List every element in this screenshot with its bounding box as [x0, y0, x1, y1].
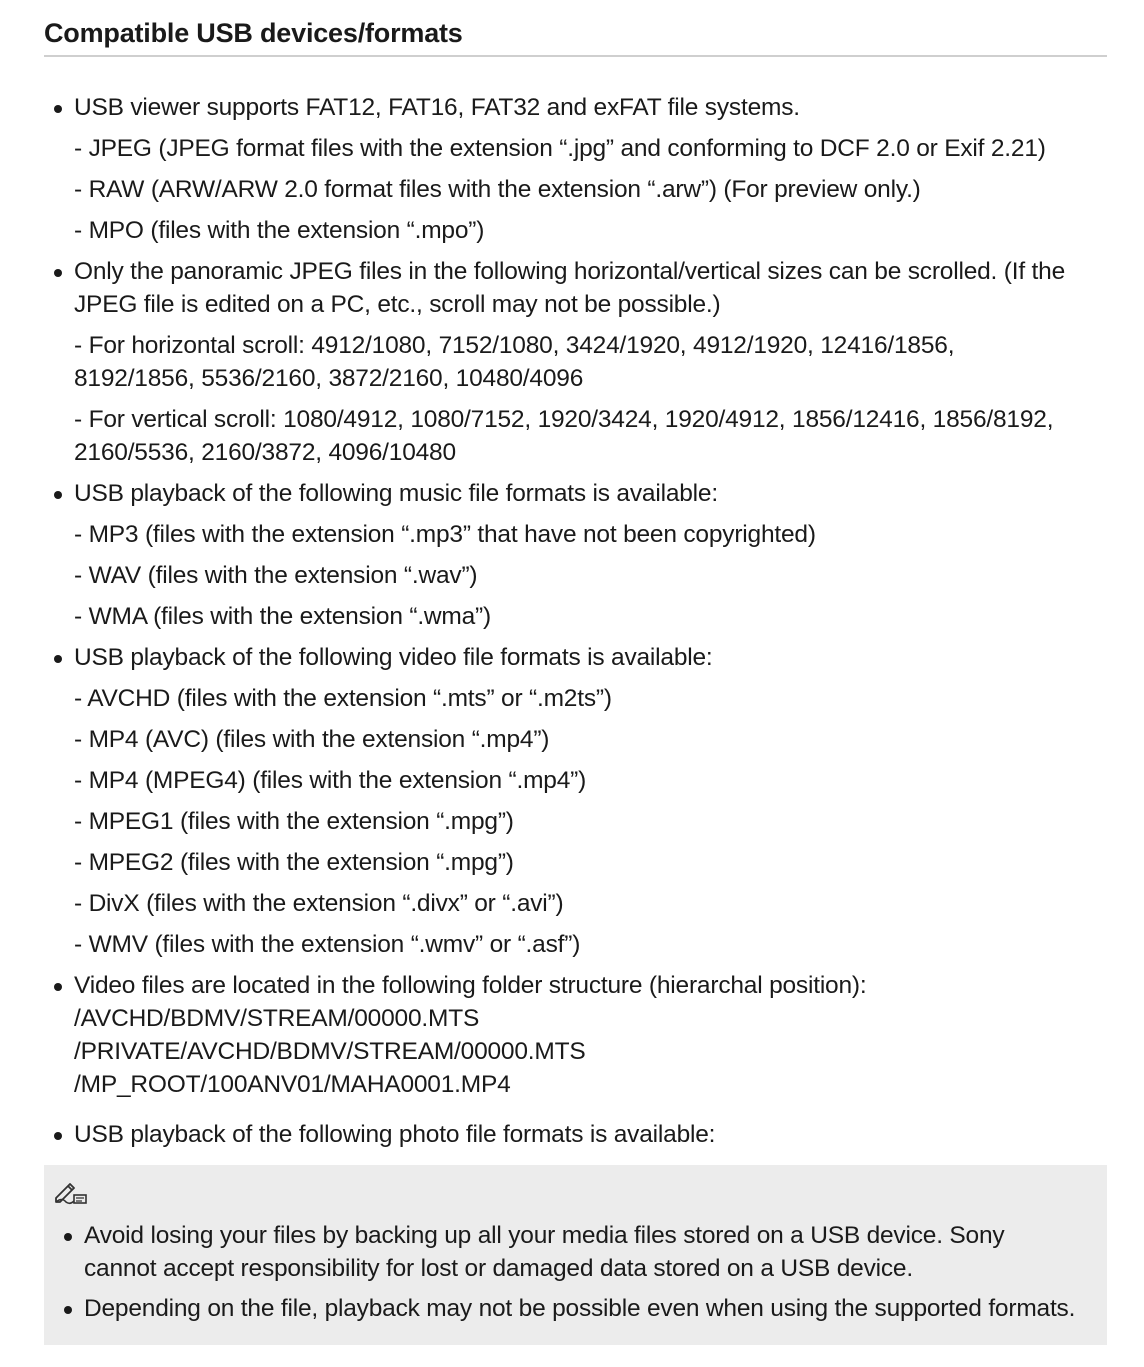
- sub-item: - RAW (ARW/ARW 2.0 format files with the extension “.arw”) (For preview only.): [74, 176, 921, 203]
- list-item-text: USB playback of the following video file formats is available:: [74, 644, 713, 671]
- content-list: [44, 91, 1107, 1151]
- note-item: [54, 1219, 1094, 1285]
- note-text: Depending on the file, playback may not be possible even when using the supported formats.: [84, 1295, 1076, 1322]
- page-title: Compatible USB devices/formats: [44, 18, 463, 48]
- list-item-text: USB playback of the following photo file formats is available:: [74, 1121, 716, 1148]
- folder-path: /PRIVATE/AVCHD/BDMV/STREAM/00000.MTS: [74, 1038, 586, 1065]
- sub-item: - For horizontal scroll: 4912/1080, 7152/1080, 3424/1920, 4912/1920, 12416/1856,: [74, 332, 955, 359]
- sub-item: - JPEG (JPEG format files with the extension “.jpg” and conforming to DCF 2.0 or Exif 2.21): [74, 135, 1046, 162]
- sub-item: - WMA (files with the extension “.wma”): [74, 603, 491, 630]
- list-item-text: JPEG file is edited on a PC, etc., scroll may not be possible.): [74, 291, 721, 318]
- list-item-text: USB viewer supports FAT12, FAT16, FAT32 and exFAT file systems.: [74, 94, 800, 121]
- list-item-video-formats: [44, 641, 1107, 961]
- bullet-dot: [54, 655, 62, 663]
- list-item-music-formats: [44, 477, 1107, 633]
- bullet-dot: [54, 105, 62, 113]
- bullet-dot: [54, 269, 62, 277]
- list-item-panoramic: [44, 255, 1107, 469]
- document-page: [44, 0, 1107, 1151]
- pencil-note-icon: [54, 1183, 88, 1205]
- sub-item: - WMV (files with the extension “.wmv” or “.asf”): [74, 931, 581, 958]
- title-divider: [44, 55, 1107, 57]
- list-item-text: Video files are located in the following folder structure (hierarchal position):: [74, 972, 867, 999]
- sub-item: - WAV (files with the extension “.wav”): [74, 562, 478, 589]
- sub-item: 8192/1856, 5536/2160, 3872/2160, 10480/4096: [74, 365, 584, 392]
- bullet-dot: [64, 1306, 72, 1314]
- sub-item: - For vertical scroll: 1080/4912, 1080/7152, 1920/3424, 1920/4912, 1856/12416, 1856/8192,: [74, 406, 1054, 433]
- sub-item: - MPEG1 (files with the extension “.mpg”): [74, 808, 514, 835]
- bullet-dot: [64, 1233, 72, 1241]
- sub-item: - MP4 (MPEG4) (files with the extension “.mp4”): [74, 767, 587, 794]
- list-item-text: Only the panoramic JPEG files in the following horizontal/vertical sizes can be scrolled. (If the: [74, 258, 1066, 285]
- bullet-dot: [54, 1132, 62, 1140]
- note-list: [54, 1219, 1094, 1325]
- bullet-dot: [54, 491, 62, 499]
- list-item-text: USB playback of the following music file formats is available:: [74, 480, 718, 507]
- folder-path: /MP_ROOT/100ANV01/MAHA0001.MP4: [74, 1071, 511, 1098]
- sub-item: - AVCHD (files with the extension “.mts” or “.m2ts”): [74, 685, 612, 712]
- list-item-folder-structure: [44, 969, 1107, 1101]
- bullet-dot: [54, 983, 62, 991]
- note-text: Avoid losing your files by backing up all your media files stored on a USB device. Sony: [84, 1222, 1005, 1249]
- list-item-file-systems: [44, 91, 1107, 247]
- note-text: cannot accept responsibility for lost or damaged data stored on a USB device.: [84, 1255, 913, 1282]
- note-item: [54, 1292, 1094, 1325]
- sub-item: - MP4 (AVC) (files with the extension “.mp4”): [74, 726, 550, 753]
- folder-path: /AVCHD/BDMV/STREAM/00000.MTS: [74, 1005, 480, 1032]
- sub-item: - DivX (files with the extension “.divx” or “.avi”): [74, 890, 564, 917]
- sub-item: 2160/5536, 2160/3872, 4096/10480: [74, 439, 456, 466]
- sub-item: - MPO (files with the extension “.mpo”): [74, 217, 485, 244]
- note-box: [44, 1165, 1107, 1345]
- sub-item: - MPEG2 (files with the extension “.mpg”): [74, 849, 514, 876]
- sub-item: - MP3 (files with the extension “.mp3” that have not been copyrighted): [74, 521, 816, 548]
- list-item-photo-formats: [44, 1118, 1107, 1151]
